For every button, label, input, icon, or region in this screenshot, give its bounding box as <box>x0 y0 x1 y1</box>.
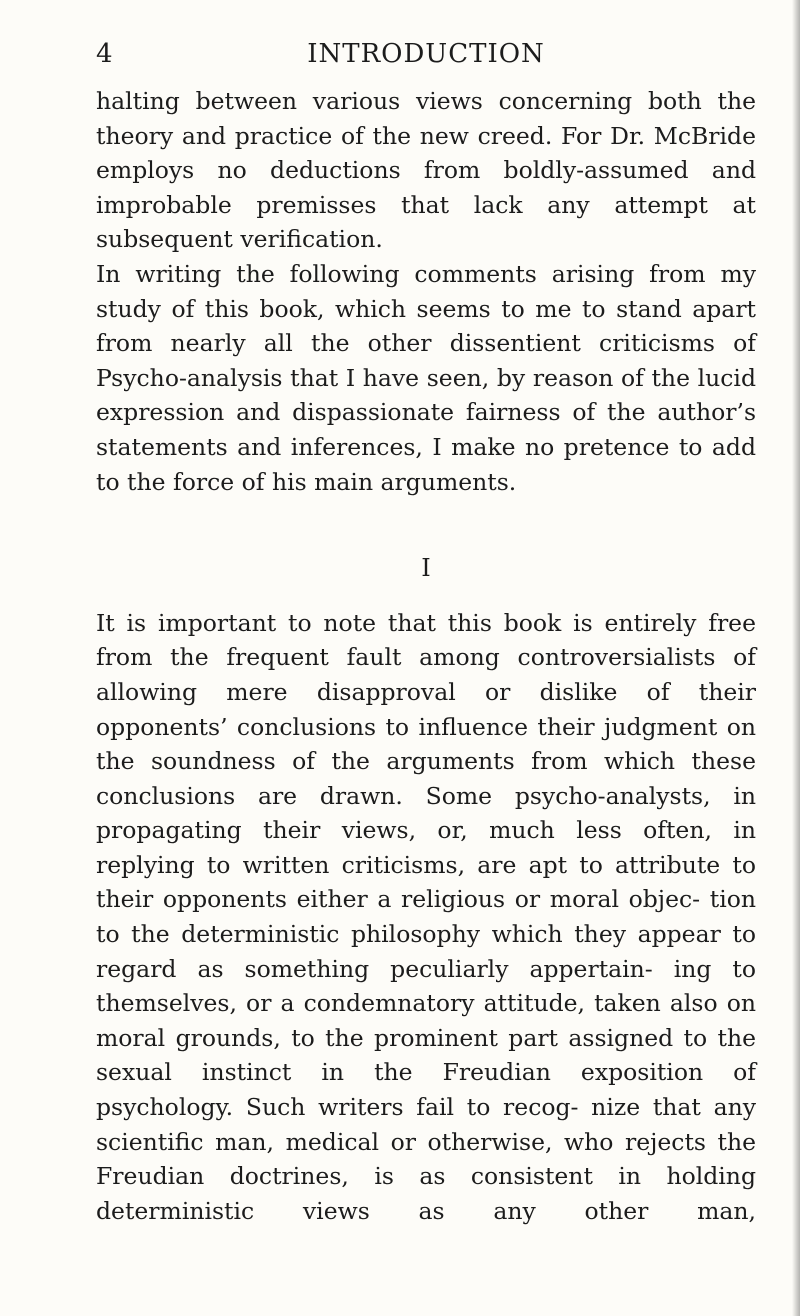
paragraph-section-one: It is important to note that this book is entirely free from the frequent fault among controversialists of allowing mere disapproval or dislike of their opponents’ conclusions to influence their judgment on the soundness of the arguments from which these conclusions are drawn. Some psycho-analysts, in propagating their views, or, much less often, in replying to written criticisms, are apt to attribute to their opponents either a religious or moral objec- tion to the deterministic philosophy which they appear to regard as something peculiarly appertain- ing to themselves, or a condemnatory attitude, taken also on moral grounds, to the prominent part assigned to the sexual instinct in the Freudian exposition of psychology. Such writers fail to recog- nize that any scientific man, medical or otherwise, who rejects the Freudian doctrines, is as consistent in holding deterministic views as any other man, <box>96 608 756 1225</box>
paragraph-continued: halting between various views concerning both the theory and practice of the new creed. For Dr. McBride employs no deductions from boldly-assumed and improbable premisses that lack any attempt at subsequent verification. <box>96 87 756 254</box>
running-head: INTRODUCTION <box>307 39 545 69</box>
section-numeral: I <box>421 554 431 583</box>
page-edge-shadow <box>792 0 800 1316</box>
page-header <box>96 36 756 72</box>
body-text <box>96 84 756 1228</box>
page-number: 4 <box>96 39 113 69</box>
paragraph-comments: In writing the following comments arising from my study of this book, which seems to me to stand apart from nearly all the other dissentient criticisms of Psycho-analysis that I have seen, by reason of the lucid expression and dispassionate fairness of the author’s statements and inferences, I make no pretence to add to the force of his main arguments. <box>96 259 756 496</box>
